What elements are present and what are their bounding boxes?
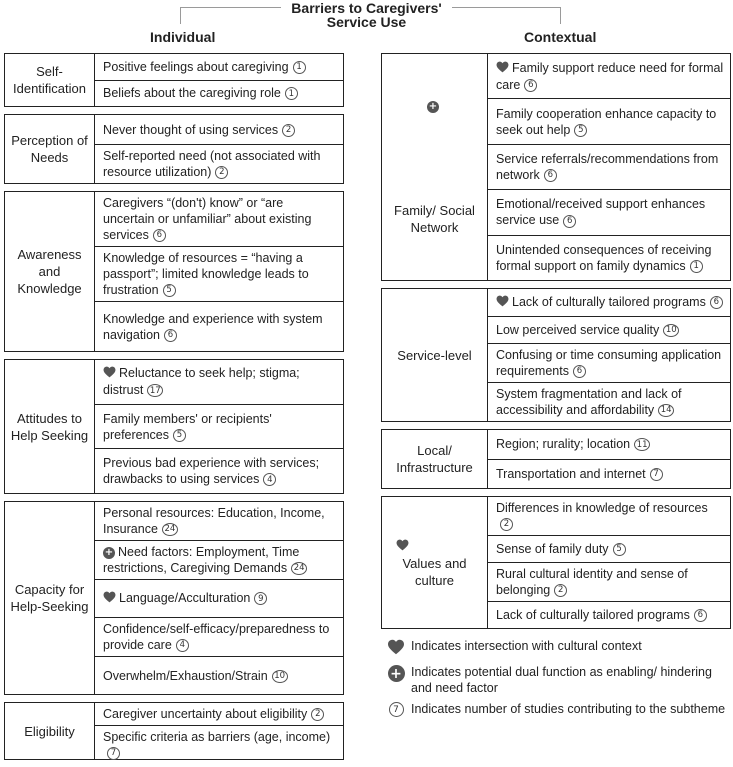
- study-count-badge: 5: [173, 429, 186, 442]
- study-count-badge: 2: [282, 124, 295, 137]
- subtheme-text: [103, 148, 337, 180]
- subtheme-label: System fragmentation and lack of accessibility and affordability: [496, 387, 682, 417]
- subtheme-text: [103, 85, 298, 101]
- study-count-badge: 6: [563, 215, 576, 228]
- subtheme-item: [95, 54, 343, 80]
- heart-icon: [103, 591, 116, 607]
- subtheme-text: [103, 365, 337, 398]
- subtheme-label: Knowledge and experience with system navigation: [103, 311, 323, 342]
- subtheme-text: [496, 106, 724, 138]
- subtheme-item: [95, 579, 343, 617]
- subtheme-item: [95, 360, 343, 404]
- individual-group-label: [5, 502, 95, 694]
- study-count-badge: 6: [544, 169, 557, 182]
- subtheme-text: [496, 566, 724, 598]
- study-count-badge: 2: [554, 584, 567, 597]
- contextual-column: [381, 53, 731, 636]
- subtheme-label: Transportation and internet: [496, 466, 646, 481]
- subtheme-label: Lack of culturally tailored programs: [496, 608, 690, 622]
- subtheme-text: [496, 466, 663, 482]
- legend-marker: [381, 701, 411, 717]
- diagram-title: [0, 1, 733, 29]
- group-label-text: Values and culture: [402, 555, 467, 588]
- subtheme-label: Self-reported need (not associated with resource utilization): [103, 149, 321, 179]
- study-count-badge: 2: [311, 708, 324, 721]
- contextual-item-list: [488, 54, 730, 280]
- individual-item-list: [95, 502, 343, 694]
- subtheme-text: [103, 729, 337, 761]
- contextual-item-list: [488, 497, 730, 628]
- subtheme-item: [488, 189, 730, 234]
- study-count-badge: 6: [153, 229, 166, 242]
- subtheme-label: Previous bad experience with services; drawbacks to using services: [103, 456, 320, 487]
- contextual-group-label: [382, 497, 488, 628]
- group-mark: [427, 98, 442, 115]
- subtheme-text: [103, 195, 337, 243]
- contextual-group-label: [382, 430, 488, 488]
- legend: [381, 638, 726, 722]
- group-mark: [396, 536, 412, 554]
- subtheme-label: Beliefs about the caregiving role: [103, 86, 281, 101]
- subtheme-item: [95, 192, 343, 246]
- subtheme-item: [95, 404, 343, 449]
- subtheme-label: Language/Acculturation: [119, 591, 251, 606]
- subtheme-item: [95, 656, 343, 694]
- individual-item-list: [95, 192, 343, 351]
- number-circle-icon: 7: [389, 702, 404, 717]
- study-count-badge: 2: [500, 518, 513, 531]
- subtheme-text: [103, 455, 337, 487]
- study-count-badge: 9: [254, 592, 267, 605]
- subtheme-text: [496, 607, 707, 623]
- study-count-badge: 11: [634, 438, 650, 451]
- study-count-badge: 10: [663, 324, 679, 337]
- subtheme-item: [95, 725, 343, 764]
- individual-column: [4, 53, 344, 767]
- individual-group: [4, 191, 344, 352]
- subtheme-label: Sense of family duty: [496, 542, 609, 556]
- subtheme-item: [488, 459, 730, 489]
- study-count-badge: 24: [162, 523, 178, 536]
- contextual-group: [381, 53, 731, 281]
- legend-marker: [381, 638, 411, 659]
- study-count-badge: 6: [524, 79, 537, 92]
- subtheme-label: Specific criteria as barriers (age, income): [103, 730, 331, 744]
- subtheme-item: [95, 448, 343, 493]
- subtheme-text: [496, 151, 724, 183]
- subtheme-text: [103, 59, 306, 75]
- contextual-group-label: [382, 289, 488, 421]
- subtheme-text: [103, 311, 337, 343]
- plus-circle-icon: +: [388, 665, 405, 682]
- subtheme-item: [488, 343, 730, 382]
- contextual-group: [381, 429, 731, 489]
- subtheme-label: Personal resources: Education, Income, Insurance: [103, 506, 325, 536]
- subtheme-text: [496, 541, 626, 557]
- subtheme-item: [95, 246, 343, 301]
- contextual-item-list: [488, 289, 730, 421]
- heart-icon: [496, 295, 509, 311]
- study-count-badge: 6: [694, 609, 707, 622]
- subtheme-item: [95, 144, 343, 183]
- legend-text: Indicates potential dual function as enabling/ hindering and need factor: [411, 665, 712, 695]
- individual-group: [4, 114, 344, 184]
- study-count-badge: 6: [164, 329, 177, 342]
- subtheme-text: [103, 621, 337, 653]
- subtheme-item: [488, 382, 730, 421]
- subtheme-text: [496, 347, 724, 379]
- subtheme-label: Family cooperation enhance capacity to seek out help: [496, 106, 717, 137]
- subtheme-text: [496, 436, 650, 452]
- plus-circle-icon: +: [104, 546, 114, 558]
- study-count-badge: 5: [613, 543, 626, 556]
- connector-right: [452, 7, 561, 24]
- study-count-badge: 10: [272, 670, 288, 683]
- subtheme-item: [488, 289, 730, 316]
- subtheme-text: [496, 500, 724, 532]
- study-count-badge: 6: [573, 365, 586, 378]
- subtheme-label: Low perceived service quality: [496, 322, 660, 337]
- individual-group: [4, 53, 344, 107]
- study-count-badge: 14: [658, 404, 674, 417]
- subtheme-item: [95, 115, 343, 144]
- subtheme-label: Differences in knowledge of resources: [496, 501, 708, 515]
- plus-circle-icon: +: [428, 101, 438, 113]
- subtheme-item: [488, 497, 730, 535]
- study-count-badge: 7: [107, 747, 120, 760]
- title-line-1: Barriers to Caregivers': [291, 0, 442, 16]
- subtheme-label: Never thought of using services: [103, 122, 279, 137]
- subtheme-label: Caregivers “(don't) know” or “are uncertain or unfamiliar” about existing services: [103, 196, 312, 242]
- subtheme-label: Lack of culturally tailored programs: [512, 294, 706, 309]
- subtheme-label: Emotional/received support enhances service use: [496, 197, 706, 228]
- subtheme-text: [103, 544, 337, 576]
- group-label-text: Awareness and Knowledge: [17, 247, 82, 296]
- subtheme-item: [488, 144, 730, 189]
- subtheme-text: [103, 122, 295, 138]
- subtheme-label: Need factors: Employment, Time restrictions, Caregiving Demands: [103, 545, 300, 575]
- individual-group-label: [5, 54, 95, 106]
- contextual-group: [381, 496, 731, 629]
- connector-left: [180, 7, 281, 24]
- subtheme-text: [496, 242, 724, 274]
- subtheme-text: [103, 590, 267, 607]
- subtheme-text: [496, 322, 679, 338]
- study-count-badge: 2: [215, 166, 228, 179]
- heart-icon: [496, 61, 509, 77]
- subtheme-label: Region; rurality; location: [496, 437, 631, 452]
- heart-icon: [103, 366, 116, 382]
- group-label-text: Attitudes to Help Seeking: [10, 410, 89, 443]
- subtheme-item: [488, 316, 730, 344]
- subtheme-label: Unintended consequences of receiving formal support on family dynamics: [496, 242, 712, 273]
- study-count-badge: 24: [291, 562, 307, 575]
- subtheme-item: [488, 535, 730, 562]
- subtheme-item: [95, 703, 343, 725]
- subtheme-label: Rural cultural identity and sense of belonging: [496, 567, 688, 597]
- individual-group: [4, 702, 344, 760]
- contextual-group: [381, 288, 731, 422]
- subtheme-label: Family support reduce need for formal care: [496, 60, 724, 92]
- legend-text: Indicates intersection with cultural context: [411, 639, 642, 653]
- study-count-badge: 4: [176, 639, 189, 652]
- group-label-text: Self-Identification: [13, 64, 86, 96]
- group-label-text: Family/ Social Network: [394, 203, 475, 236]
- individual-heading: Individual: [150, 29, 216, 45]
- subtheme-item: [488, 430, 730, 459]
- individual-group-label: [5, 703, 95, 759]
- individual-group-label: [5, 192, 95, 351]
- contextual-item-list: [488, 430, 730, 488]
- subtheme-item: [488, 98, 730, 143]
- subtheme-text: [103, 668, 288, 684]
- subtheme-text: [496, 294, 723, 311]
- study-count-badge: 7: [650, 468, 663, 481]
- subtheme-item: [95, 617, 343, 656]
- group-label-text: Capacity for Help-Seeking: [10, 582, 89, 614]
- group-label-text: Local/ Infrastructure: [396, 443, 473, 475]
- individual-group-label: [5, 360, 95, 493]
- study-count-badge: 5: [163, 284, 176, 297]
- subtheme-text: [103, 706, 324, 722]
- individual-item-list: [95, 54, 343, 106]
- legend-row: [381, 664, 726, 696]
- group-label-text: Service-level: [397, 347, 472, 363]
- study-count-badge: 6: [710, 296, 723, 309]
- subtheme-item: [488, 54, 730, 98]
- group-label-text: Perception of Needs: [11, 133, 88, 165]
- study-count-badge: 1: [690, 260, 703, 273]
- subtheme-item: [488, 562, 730, 601]
- subtheme-text: [103, 505, 337, 537]
- contextual-group-label: [382, 54, 488, 280]
- study-count-badge: 5: [574, 124, 587, 137]
- study-count-badge: 1: [293, 61, 306, 74]
- legend-text: Indicates number of studies contributing to the subtheme: [411, 702, 726, 716]
- subtheme-item: [95, 502, 343, 540]
- title-line-2: Service Use: [326, 14, 407, 30]
- subtheme-item: [488, 601, 730, 628]
- subtheme-label: Confusing or time consuming application requirements: [496, 348, 722, 378]
- study-count-badge: 17: [147, 384, 163, 397]
- subtheme-label: Knowledge of resources = “having a passport”; limited knowledge leads to frustration: [103, 251, 309, 297]
- subtheme-label: Positive feelings about caregiving: [103, 59, 289, 74]
- subtheme-label: Overwhelm/Exhaustion/Strain: [103, 668, 268, 683]
- subtheme-item: [488, 235, 730, 280]
- legend-marker: [381, 664, 411, 682]
- contextual-heading: Contextual: [524, 29, 597, 45]
- subtheme-label: Family members' or recipients' preferences: [103, 411, 272, 442]
- subtheme-item: [95, 540, 343, 579]
- legend-row: [381, 638, 726, 659]
- legend-row: [381, 701, 726, 717]
- subtheme-text: [496, 60, 724, 93]
- subtheme-item: [95, 301, 343, 351]
- heart-icon: [396, 538, 409, 555]
- subtheme-label: Reluctance to seek help; stigma; distrust: [103, 366, 300, 398]
- individual-item-list: [95, 360, 343, 493]
- heart-icon: [387, 639, 405, 659]
- subtheme-label: Caregiver uncertainty about eligibility: [103, 707, 308, 721]
- study-count-badge: 4: [263, 473, 276, 486]
- subtheme-text: [496, 386, 724, 418]
- subtheme-item: [95, 80, 343, 107]
- individual-item-list: [95, 115, 343, 183]
- individual-group: [4, 501, 344, 695]
- subtheme-text: [496, 196, 724, 228]
- subtheme-label: Confidence/self-efficacy/preparedness to provide care: [103, 622, 330, 652]
- subtheme-text: [103, 411, 337, 443]
- individual-group-label: [5, 115, 95, 183]
- group-label-text: Eligibility: [24, 723, 75, 739]
- study-count-badge: 1: [285, 87, 298, 100]
- subtheme-text: [103, 250, 337, 298]
- individual-group: [4, 359, 344, 494]
- individual-item-list: [95, 703, 343, 759]
- subtheme-label: Service referrals/recommendations from network: [496, 152, 719, 183]
